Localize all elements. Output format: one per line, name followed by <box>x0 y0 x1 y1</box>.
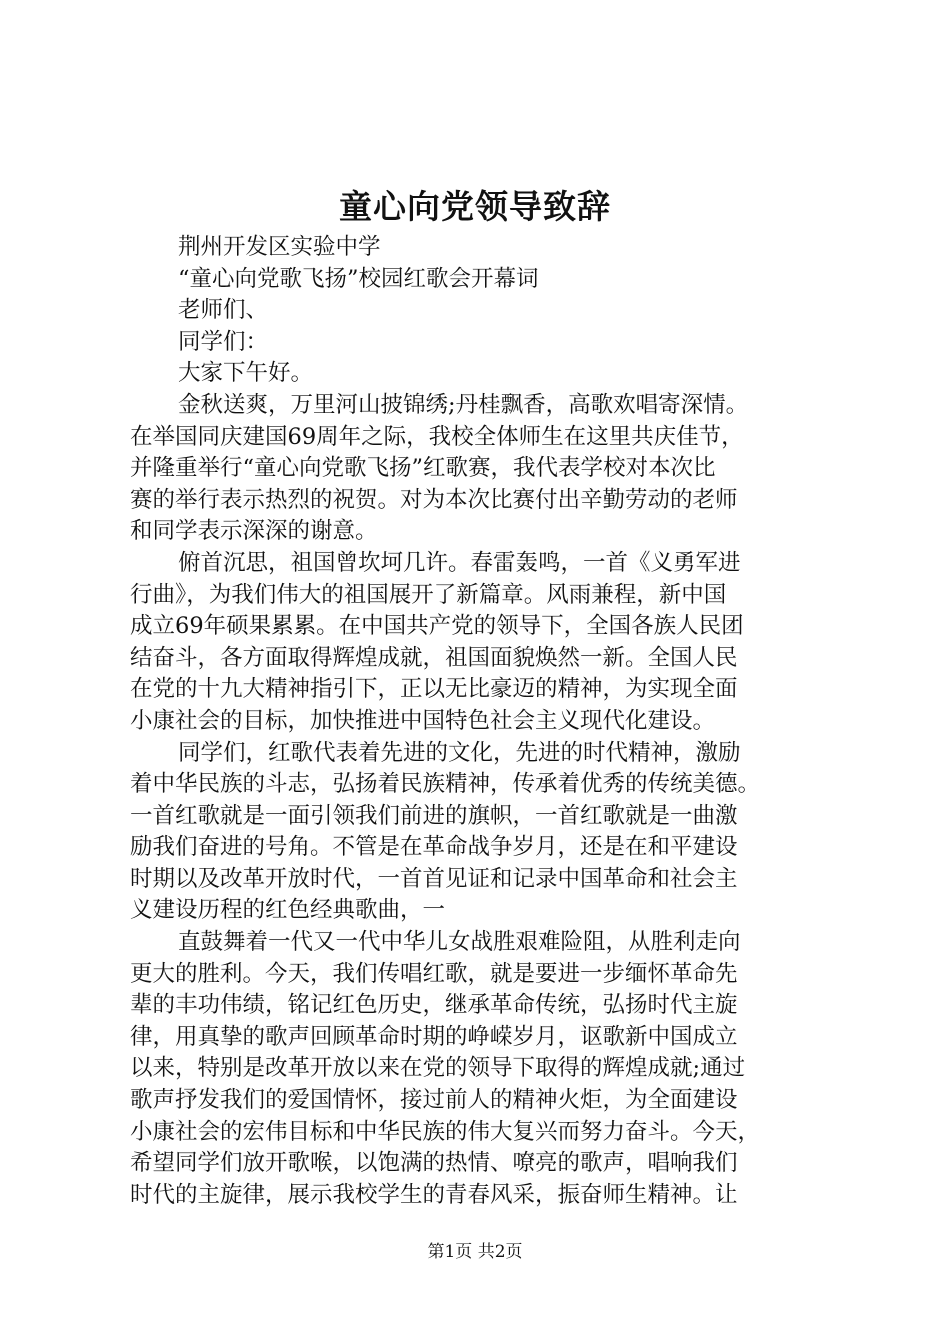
document-title: 童心向党领导致辞 <box>339 187 611 226</box>
text-line: 在举国同庆建国69周年之际，我校全体师生在这里共庆佳节， <box>130 423 744 450</box>
text-line: 老师们、 <box>178 297 269 324</box>
text-line: 辈的丰功伟绩，铭记红色历史，继承革命传统，弘扬时代主旋 <box>130 992 738 1019</box>
text-line: 和同学表示深深的谢意。 <box>130 518 378 545</box>
text-line: 在党的十九大精神指引下，正以无比豪迈的精神，为实现全面 <box>130 676 738 703</box>
text-line: 时代的主旋律，展示我校学生的青春风采，振奋师生精神。让 <box>130 1181 738 1208</box>
text-line: 律，用真挚的歌声回顾革命时期的峥嵘岁月，讴歌新中国成立 <box>130 1023 738 1050</box>
text-line: 小康社会的目标，加快推进中国特色社会主义现代化建设。 <box>130 707 716 734</box>
text-line: 一首红歌就是一面引领我们前进的旗帜，一首红歌就是一曲激 <box>130 802 738 829</box>
text-line: 着中华民族的斗志，弘扬着民族精神，传承着优秀的传统美德。 <box>130 771 761 798</box>
text-line: 希望同学们放开歌喉，以饱满的热情、嘹亮的歌声，唱响我们 <box>130 1150 738 1177</box>
text-line: 金秋送爽，万里河山披锦绣;丹桂飘香，高歌欢唱寄深情。 <box>178 391 749 418</box>
text-line: 小康社会的宏伟目标和中华民族的伟大复兴而努力奋斗。今天， <box>130 1118 761 1145</box>
text-line: 直鼓舞着一代又一代中华儿女战胜艰难险阻，从胜利走向 <box>178 929 741 956</box>
text-line: 励我们奋进的号角。不管是在革命战争岁月，还是在和平建设 <box>130 834 738 861</box>
text-line: 同学们，红歌代表着先进的文化，先进的时代精神，激励 <box>178 739 741 766</box>
text-line: 赛的举行表示热烈的祝贺。对为本次比赛付出辛勤劳动的老师 <box>130 486 738 513</box>
text-line: 成立69年硕果累累。在中国共产党的领导下，全国各族人民团 <box>130 613 744 640</box>
text-line: 更大的胜利。今天，我们传唱红歌，就是要进一步缅怀革命先 <box>130 960 738 987</box>
text-line: 行曲》，为我们伟大的祖国展开了新篇章。风雨兼程，新中国 <box>130 581 727 608</box>
text-line: 荆州开发区实验中学 <box>178 234 381 260</box>
page-footer: 第1页 共2页 <box>427 1242 523 1262</box>
text-line: 义建设历程的红色经典歌曲，一 <box>130 897 446 924</box>
text-line: “童心向党歌飞扬”校园红歌会开幕词 <box>178 265 539 292</box>
text-line: 俯首沉思，祖国曾坎坷几许。春雷轰鸣，一首《义勇军进 <box>178 549 741 576</box>
text-line: 时期以及改革开放时代，一首首见证和记录中国革命和社会主 <box>130 865 738 892</box>
text-line: 结奋斗，各方面取得辉煌成就，祖国面貌焕然一新。全国人民 <box>130 644 738 671</box>
text-line: 同学们： <box>178 328 269 355</box>
text-line: 大家下午好。 <box>178 360 314 387</box>
text-line: 歌声抒发我们的爱国情怀，接过前人的精神火炬，为全面建设 <box>130 1087 738 1114</box>
document-body <box>130 232 830 1211</box>
text-line: 以来，特别是改革开放以来在党的领导下取得的辉煌成就;通过 <box>130 1055 746 1082</box>
text-line: 并隆重举行“童心向党歌飞扬”红歌赛，我代表学校对本次比 <box>130 455 716 482</box>
